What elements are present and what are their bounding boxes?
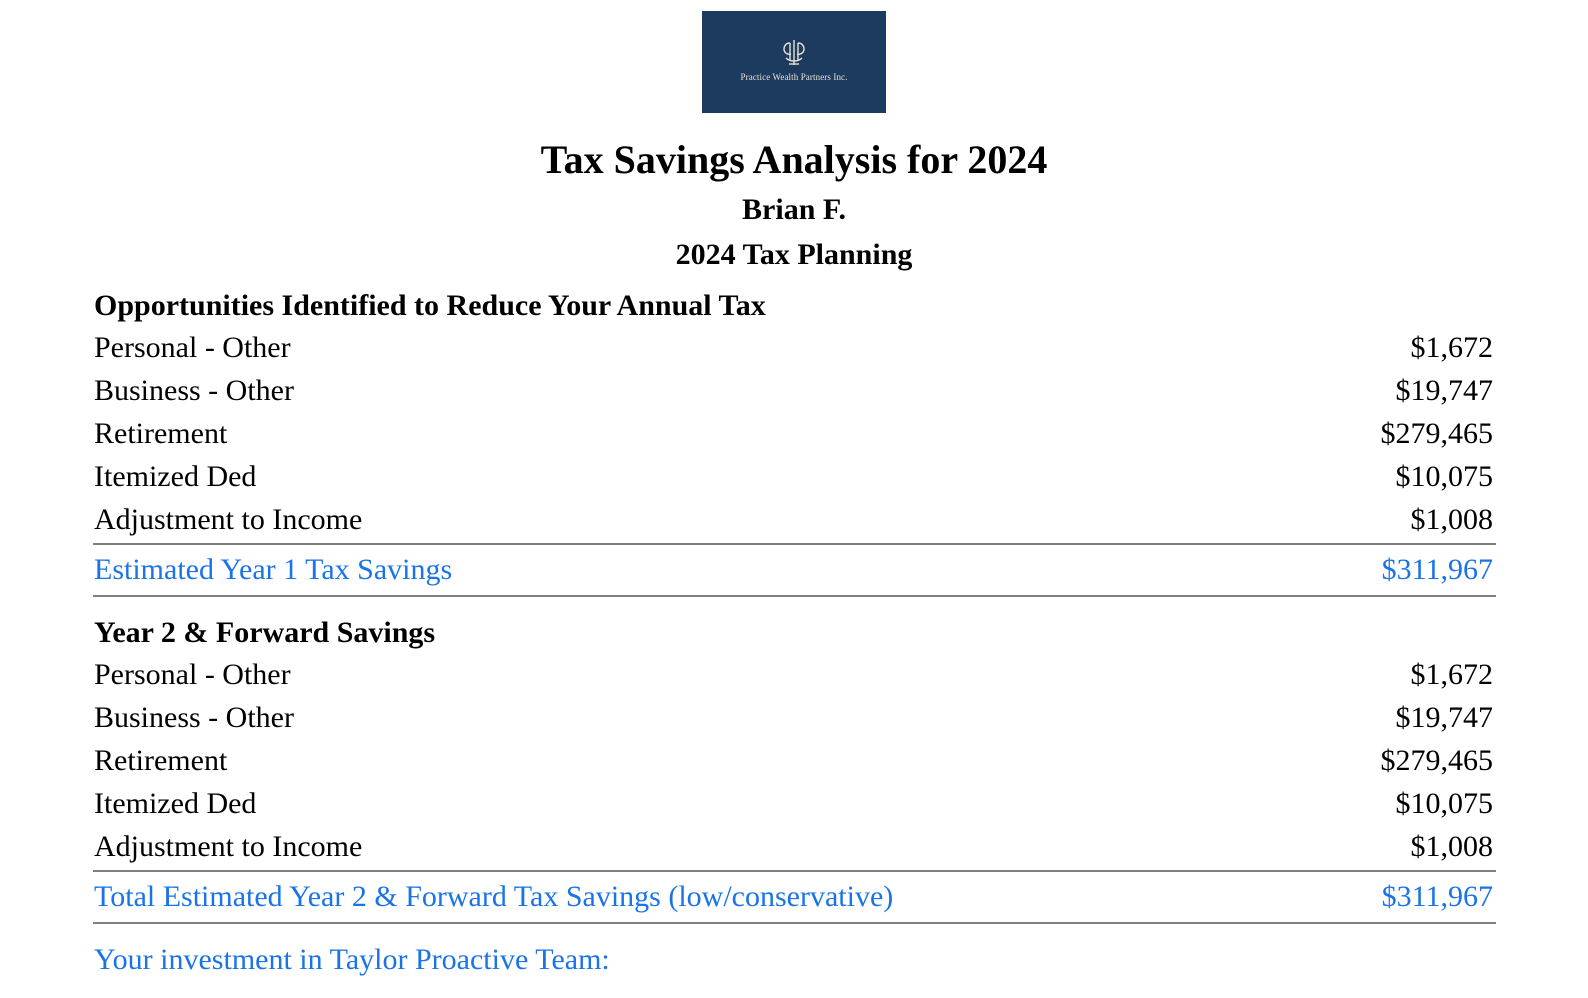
total-label: Total Estimated Year 2 & Forward Tax Savings (low/conservative) bbox=[94, 880, 894, 913]
row-label: Itemized Ded bbox=[94, 460, 257, 493]
analysis-content bbox=[94, 286, 1496, 982]
savings-row bbox=[94, 412, 1496, 455]
savings-row bbox=[94, 326, 1496, 369]
row-amount: $10,075 bbox=[1395, 787, 1493, 820]
row-label: Adjustment to Income bbox=[94, 503, 363, 536]
savings-row bbox=[94, 825, 1496, 868]
page-title: Tax Savings Analysis for 2024 bbox=[540, 137, 1048, 182]
section-heading-year2: Year 2 & Forward Savings bbox=[94, 616, 436, 649]
row-amount: $1,008 bbox=[1410, 503, 1493, 536]
total-amount: $311,967 bbox=[1381, 880, 1493, 913]
row-amount: $10,075 bbox=[1395, 460, 1493, 493]
row-label: Business - Other bbox=[94, 701, 294, 734]
investment-heading: Your investment in Taylor Proactive Team: bbox=[94, 943, 610, 976]
row-label: Itemized Ded bbox=[94, 787, 257, 820]
savings-row bbox=[94, 696, 1496, 739]
monogram-logo-icon bbox=[777, 38, 811, 68]
row-label: Business - Other bbox=[94, 374, 294, 407]
row-label: Personal - Other bbox=[94, 658, 291, 691]
total-label: Estimated Year 1 Tax Savings bbox=[94, 553, 453, 586]
savings-row bbox=[94, 369, 1496, 412]
row-amount: $1,672 bbox=[1410, 331, 1493, 364]
row-amount: $1,672 bbox=[1410, 658, 1493, 691]
year2-total-row bbox=[93, 870, 1496, 924]
year1-total-row bbox=[93, 543, 1496, 597]
logo-company-name: Practice Wealth Partners Inc. bbox=[740, 72, 848, 82]
savings-row bbox=[94, 739, 1496, 782]
savings-row bbox=[94, 455, 1496, 498]
company-logo bbox=[702, 11, 886, 113]
row-label: Retirement bbox=[94, 417, 228, 450]
row-label: Retirement bbox=[94, 744, 228, 777]
total-amount: $311,967 bbox=[1381, 553, 1493, 586]
savings-row bbox=[94, 498, 1496, 541]
savings-row bbox=[94, 653, 1496, 696]
page-subtitle: 2024 Tax Planning bbox=[675, 238, 913, 271]
row-label: Personal - Other bbox=[94, 331, 291, 364]
row-label: Adjustment to Income bbox=[94, 830, 363, 863]
client-name: Brian F. bbox=[742, 193, 846, 226]
savings-row bbox=[94, 782, 1496, 825]
row-amount: $19,747 bbox=[1395, 701, 1493, 734]
row-amount: $279,465 bbox=[1380, 744, 1493, 777]
row-amount: $1,008 bbox=[1410, 830, 1493, 863]
row-amount: $279,465 bbox=[1380, 417, 1493, 450]
row-amount: $19,747 bbox=[1395, 374, 1493, 407]
section-heading-annual: Opportunities Identified to Reduce Your Annual Tax bbox=[94, 289, 766, 322]
